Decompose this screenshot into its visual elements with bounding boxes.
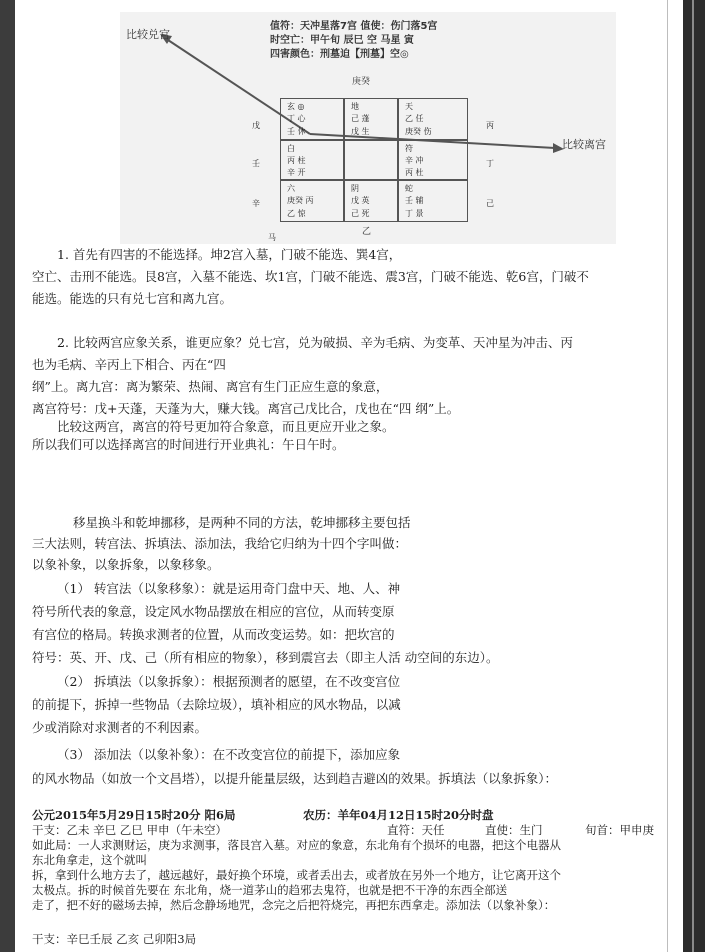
label-corner: 马 (268, 233, 276, 242)
label-compare-dui: 比较兑宫 (126, 28, 170, 41)
qimen-chart-figure (120, 12, 616, 244)
palace-cell-5 (344, 140, 398, 180)
scrollbar-thumb[interactable] (692, 0, 694, 952)
palace-cell-7: 六 庚癸 丙 乙 惊 (280, 180, 344, 222)
palace-cell-6: 符 辛 冲 丙 杜 (398, 140, 468, 180)
case-line-2: 东北角拿走，这个就叫 (32, 853, 147, 867)
palace-cell-9: 蛇 壬 辅 丁 景 (398, 180, 468, 222)
right-label-2: 丁 (486, 159, 494, 168)
p2-line-2: 也为毛病、辛丙上下相合、丙在“四 (32, 357, 226, 372)
label-bottom: 乙 (362, 227, 372, 237)
p2-line-5: 比较这两宫，离宫的符号更加符合象意，而且更应开业之象。 (57, 419, 395, 434)
chart-header-line-2: 时空亡：甲午旬 辰巳 空 马星 寅 (270, 35, 414, 46)
left-label-3: 辛 (252, 199, 260, 208)
left-label-1: 戊 (252, 121, 260, 130)
p4-line-3: 有宫位的格局。转换求测者的位置，从而改变运势。如：把坎宫的 (32, 627, 395, 642)
p3-line-2: 三大法则，转宫法、拆填法、添加法，我给它归纳为十四个字叫做： (32, 536, 408, 551)
chart-header-line-1: 值符：天冲星落7宫 值使：伤门落5宫 (270, 21, 438, 32)
right-label-3: 己 (486, 199, 494, 208)
p5-line-3: 少或消除对求测者的不利因素。 (32, 720, 208, 735)
p5-line-2: 的前提下，拆掉一些物品（去除垃圾），填补相应的风水物品，以减 (32, 697, 401, 712)
p3-line-3: 以象补象，以象拆象，以象移象。 (32, 557, 220, 572)
p4-line-4: 符号：英、开、戊、己（所有相应的物象），移到震宫去（即主人活 动空间的东边）。 (32, 650, 499, 665)
p6-line-2: 的风水物品（如放一个文昌塔），以提升能量层级，达到趋吉避凶的效果。拆填法（以象拆象）： (32, 771, 558, 786)
case-date: 公元2015年5月29日15时20分 阳6局 (32, 808, 236, 822)
label-compare-li: 比较离宫 (562, 138, 606, 151)
p2-line-1: 2. 比较两宫应象关系，谁更应象？兑七宫，兑为破损、辛为毛病、为变革、天冲星为冲击、丙 (57, 335, 573, 350)
p4-line-1: （1） 转宫法（以象移象）：就是运用奇门盘中天、地、人、神 (57, 581, 401, 596)
palace-cell-1: 玄 ◎ 丁 心 壬 休 (280, 98, 344, 140)
case-ganzhi: 干支：乙未 辛巳 乙巳 甲申（午未空） (32, 823, 227, 837)
right-label-1: 丙 (486, 121, 494, 130)
case-line-3: 拆，拿到什么地方去了，越远越好，最好换个环境，或者丢出去，或者放在另外一个地方，让它离开这个 (32, 868, 561, 882)
case-line-1: 如此局：一人求测财运，庚为求测事，落艮宫入墓。对应的象意，东北角有个损坏的电器，把这个电器从 (32, 838, 561, 852)
p1-line-3: 能选。能选的只有兑七宫和离九宫。 (32, 291, 233, 306)
label-top: 庚癸 (352, 77, 371, 87)
case-zhifu: 直符：天任 (387, 823, 445, 837)
case-zhishi: 直使：生门 (485, 823, 543, 837)
p1-line-2: 空亡、击刑不能选。艮8宫，入墓不能选、坎1宫，门破不能选、震3宫，门破不能选、乾6宫，门破不 (32, 269, 589, 284)
p1-line-1: 1. 首先有四害的不能选择。坤2宫入墓，门破不能选、巽4宫， (57, 247, 402, 262)
case-xunshou: 旬首：甲申庚 (585, 823, 654, 837)
p3-line-1: 移星换斗和乾坤挪移，是两种不同的方法，乾坤挪移主要包括 (73, 515, 411, 530)
palace-cell-3: 天 乙 任 庚癸 伤 (398, 98, 468, 140)
palace-cell-2: 地 己 蓬 戊 生 (344, 98, 398, 140)
scrollbar-track[interactable] (683, 0, 705, 952)
case-line-4: 太极点。拆的时候首先要在 东北角，烧一道茅山的趋邪去鬼符，也就是把不干净的东西全部送 (32, 883, 508, 897)
case-line-5: 走了，把不好的磁场去掉，然后念静场地咒，念完之后把符烧完，再把东西拿走。添加法（以象补象）： (32, 898, 556, 912)
p5-line-1: （2） 拆填法（以象拆象）：根据预测者的愿望，在不改变宫位 (57, 674, 401, 689)
palace-cell-4: 白 丙 柱 辛 开 (280, 140, 344, 180)
p6-line-1: （3） 添加法（以象补象）：在不改变宫位的前提下，添加应象 (57, 747, 401, 762)
page-margin-line (667, 0, 668, 952)
p2-line-4: 离宫符号：戊+天蓬，天蓬为大，赚大钱。离宫己戊比合，戊也在“四 纲”上。 (32, 401, 460, 416)
case-footer: 干支：辛巳壬辰 乙亥 己卯阳3局 (32, 932, 197, 946)
left-label-2: 壬 (252, 159, 260, 168)
p4-line-2: 符号所代表的象意，设定风水物品摆放在相应的宫位，从而转变原 (32, 604, 395, 619)
palace-cell-8: 阴 戊 英 己 死 (344, 180, 398, 222)
p2-line-3: 纲”上。离九宫：离为繁荣、热闹、离宫有生门正应生意的象意， (32, 379, 389, 394)
p2-line-6: 所以我们可以选择离宫的时间进行开业典礼：午日午时。 (32, 437, 345, 452)
document-page (15, 0, 683, 952)
case-lunar: 农历：羊年04月12日15时20分时盘 (303, 808, 494, 822)
chart-header-line-3: 四害颜色：刑墓迫【刑墓】空◎ (270, 49, 409, 60)
